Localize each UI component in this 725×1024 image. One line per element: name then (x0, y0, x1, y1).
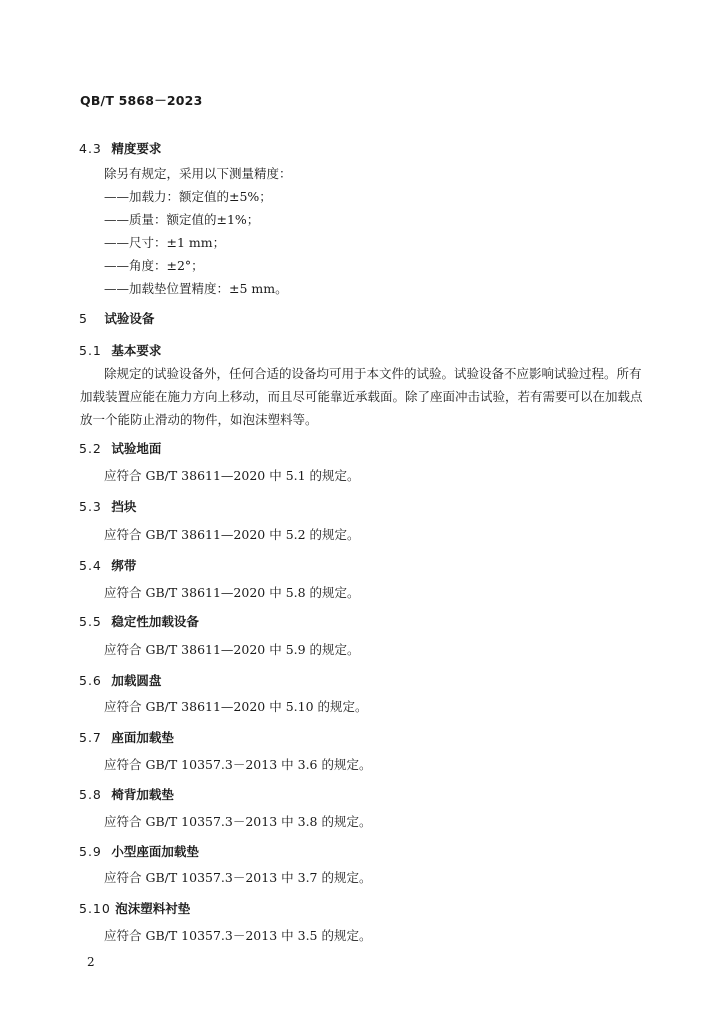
heading-title: 加载圆盘 (111, 673, 162, 688)
heading-number: 5.10 (79, 901, 111, 916)
basic-requirements-line-3: 放一个能防止滑动的物件，如泡沫塑料等。 (80, 412, 318, 427)
heading-number: 5.2 (79, 441, 102, 456)
heading-title: 基本要求 (111, 343, 162, 358)
heading-number: 5.1 (79, 343, 102, 358)
heading-5-8 (79, 785, 174, 803)
heading-5-1 (79, 341, 161, 359)
subsection-text: 应符合 GB/T 38611—2020 中 5.9 的规定。 (104, 642, 360, 657)
heading-5-9 (79, 842, 199, 860)
heading-5-5 (79, 612, 199, 630)
heading-5-10 (79, 899, 190, 917)
heading-number: 5.3 (79, 499, 102, 514)
heading-number: 5.4 (79, 558, 102, 573)
heading-title: 精度要求 (111, 141, 162, 156)
subsection-text: 应符合 GB/T 38611—2020 中 5.8 的规定。 (104, 585, 360, 600)
heading-title: 试验地面 (111, 441, 162, 456)
heading-title: 泡沫塑料衬垫 (115, 901, 191, 916)
subsection-text: 应符合 GB/T 10357.3－2013 中 3.6 的规定。 (104, 757, 372, 772)
heading-title: 椅背加载垫 (111, 787, 174, 802)
precision-intro: 除另有规定，采用以下测量精度： (104, 166, 292, 181)
subsection-text: 应符合 GB/T 10357.3－2013 中 3.5 的规定。 (104, 928, 372, 943)
subsection-text: 应符合 GB/T 38611—2020 中 5.1 的规定。 (104, 468, 360, 483)
heading-number: 5 (79, 311, 88, 326)
heading-number: 5.5 (79, 614, 102, 629)
heading-title: 挡块 (111, 499, 137, 514)
heading-4-3 (79, 139, 161, 157)
heading-5-7 (79, 728, 174, 746)
heading-title: 稳定性加载设备 (111, 614, 199, 629)
heading-5-3 (79, 497, 136, 515)
heading-number: 5.6 (79, 673, 102, 688)
standard-id-header: QB/T 5868－2023 (80, 93, 203, 108)
subsection-text: 应符合 GB/T 38611—2020 中 5.10 的规定。 (104, 699, 368, 714)
subsection-text: 应符合 GB/T 10357.3－2013 中 3.8 的规定。 (104, 814, 372, 829)
heading-5 (79, 309, 154, 327)
basic-requirements-line-2: 加载装置应能在施力方向上移动，而且尽可能靠近承载面。除了座面冲击试验，若有需要可以在加载点 (80, 389, 643, 404)
heading-5-4 (79, 556, 136, 574)
heading-title: 座面加载垫 (111, 730, 174, 745)
heading-number: 5.9 (79, 844, 102, 859)
heading-title: 试验设备 (104, 311, 155, 326)
heading-title: 绑带 (111, 558, 137, 573)
precision-item-load: ——加载力：额定值的±5%； (104, 189, 272, 204)
precision-item-mass: ——质量：额定值的±1%； (104, 212, 260, 227)
precision-item-angle: ——角度：±2°； (104, 258, 204, 273)
page-number: 2 (87, 955, 95, 969)
heading-number: 5.7 (79, 730, 102, 745)
heading-5-2 (79, 439, 161, 457)
heading-5-6 (79, 671, 161, 689)
heading-number: 4.3 (79, 141, 102, 156)
basic-requirements-line-1: 除规定的试验设备外，任何合适的设备均可用于本文件的试验。试验设备不应影响试验过程。所有 (104, 366, 642, 381)
subsection-text: 应符合 GB/T 38611—2020 中 5.2 的规定。 (104, 527, 360, 542)
heading-title: 小型座面加载垫 (111, 844, 199, 859)
heading-number: 5.8 (79, 787, 102, 802)
precision-item-size: ——尺寸：±1 mm； (104, 235, 226, 250)
subsection-text: 应符合 GB/T 10357.3－2013 中 3.7 的规定。 (104, 870, 372, 885)
precision-item-pad-position: ——加载垫位置精度：±5 mm。 (104, 281, 288, 296)
